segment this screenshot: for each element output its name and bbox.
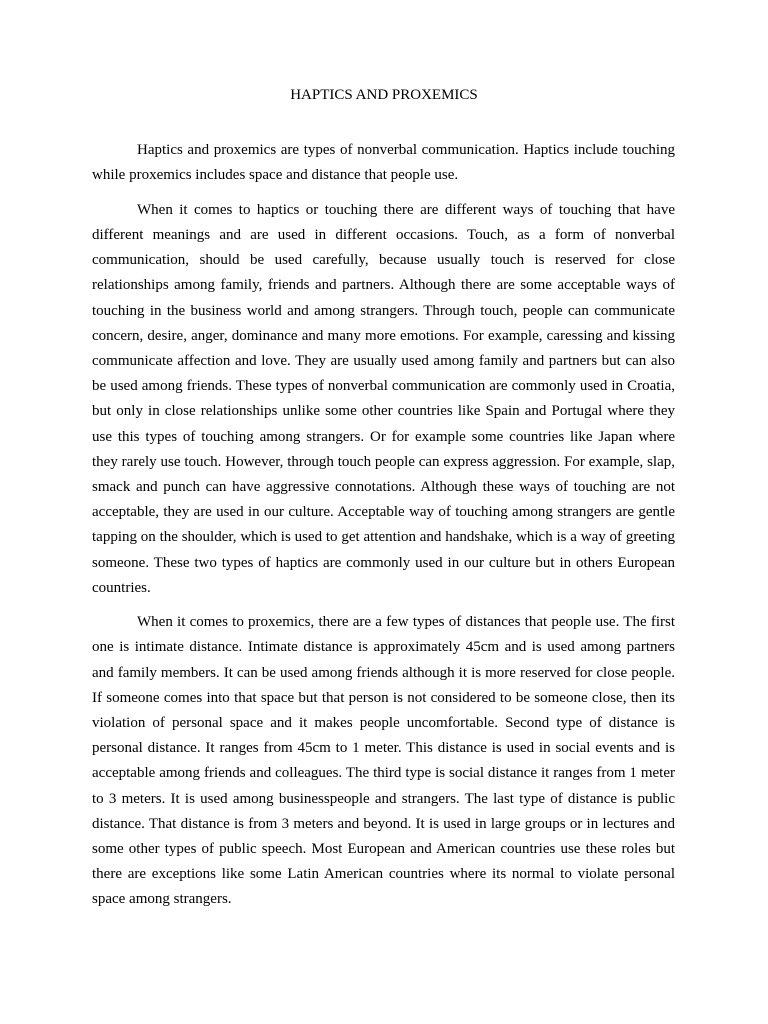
document-body (92, 138, 675, 922)
paragraph-proxemics: When it comes to proxemics, there are a few types of distances that people use. The first one is intimate distance. Intimate distance is approximately 45cm and is used among partners and family members. It can be used among friends although it is more reserved for close people. If someone comes into that space but that person is not considered to be someone close, then its violation of personal space and it makes people uncomfortable. Second type of distance is personal distance. It ranges from 45cm to 1 meter. This distance is used in social events and is acceptable among friends and colleagues. The third type is social distance it ranges from 1 meter to 3 meters. It is used among businesspeople and strangers. The last type of distance is public distance. That distance is from 3 meters and beyond. It is used in large groups or in lectures and some other types of public speech. Most European and American countries use these roles but there are exceptions like some Latin American countries where its normal to violate personal space among strangers. (92, 614, 675, 908)
paragraph-haptics: When it comes to haptics or touching there are different ways of touching that have different meanings and are used in different occasions. Touch, as a form of nonverbal communication, should be used carefully, because usually touch is reserved for close relationships among family, friends and partners. Although there are some acceptable ways of touching in the business world and among strangers. Through touch, people can communicate concern, desire, anger, dominance and many more emotions. For example, caressing and kissing communicate affection and love. They are usually used among family and partners but can also be used among friends. These types of nonverbal communication are commonly used in Croatia, but only in close relationships unlike some other countries like Spain and Portugal where they use this types of touching among strangers. Or for example some countries like Japan where they rarely use touch. However, through touch people can express aggression. For example, slap, smack and punch can have aggressive connotations. Although these ways of touching are not acceptable, they are used in our culture. Acceptable way of touching among strangers are gentle tapping on the shoulder, which is used to get attention and handshake, which is a way of greeting someone. These two types of haptics are commonly used in our culture but in others European countries. (92, 201, 675, 596)
page-title: HAPTICS AND PROXEMICS (290, 87, 478, 103)
paragraph-intro: Haptics and proxemics are types of nonverbal communication. Haptics include touching while proxemics includes space and distance that people use. (92, 142, 675, 184)
